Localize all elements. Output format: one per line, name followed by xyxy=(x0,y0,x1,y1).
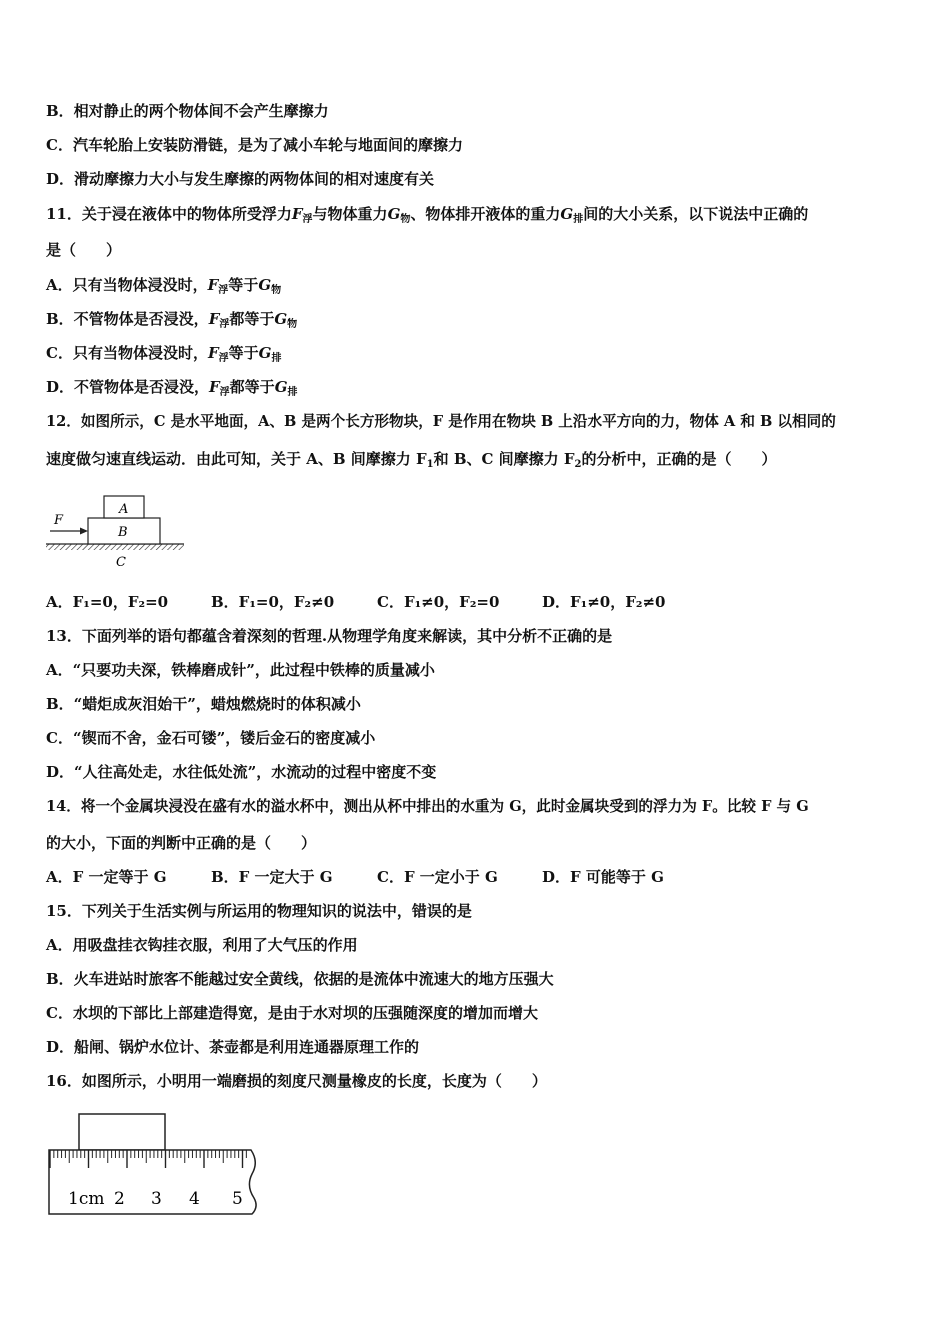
q14-option-c: C．F 一定小于 G xyxy=(377,868,498,886)
q11a-text: A．只有当物体浸没时， xyxy=(46,276,208,294)
q11b-text: B．不管物体是否浸没， xyxy=(46,310,209,328)
q11d-text: D．不管物体是否浸没， xyxy=(46,378,210,396)
label-f: F xyxy=(54,513,64,528)
q10-option-c: C．汽车轮胎上安装防滑链，是为了减小车轮与地面间的摩擦力 xyxy=(46,136,463,154)
sub-float: 浮 xyxy=(219,387,230,398)
q11a-mid: 等于 xyxy=(228,276,259,294)
symbol-g: G xyxy=(560,205,574,223)
q13-option-a: A．“只要功夫深，铁棒磨成针”，此过程中铁棒的质量减小 xyxy=(46,661,435,679)
q11-stem-line2: 是（ ） xyxy=(46,241,122,259)
q10-option-d: D．滑动摩擦力大小与发生摩擦的两物体间的相对速度有关 xyxy=(46,170,435,188)
q12-stem-text-c: 的分析中，正确的是（ ） xyxy=(581,450,777,468)
symbol-f: F xyxy=(208,310,220,328)
q13-option-d: D．“人往高处走，水往低处流”，水流动的过程中密度不变 xyxy=(46,763,437,781)
q14-options xyxy=(46,867,906,887)
q11b-mid: 都等于 xyxy=(229,310,275,328)
arrow-head-icon xyxy=(80,528,88,535)
symbol-g: G xyxy=(274,378,288,396)
sub-float: 浮 xyxy=(302,214,313,225)
q12-option-a: A．F₁=0，F₂=0 xyxy=(46,593,169,611)
q16-ruler-figure xyxy=(46,1110,266,1220)
q12-option-b: B．F₁=0，F₂≠0 xyxy=(211,593,335,611)
q14-stem-line2: 的大小，下面的判断中正确的是（ ） xyxy=(46,834,317,852)
q11-stem-text-4: 间的大小关系，以下说法中正确的 xyxy=(583,205,809,223)
q12-stem-text-a: 速度做匀速直线运动．由此可知，关于 A、B 间摩擦力 F xyxy=(46,450,427,468)
eraser xyxy=(79,1114,165,1150)
q12-stem-line1: 12．如图所示，C 是水平地面，A、B 是两个长方形物块，F 是作用在物块 B 上沿水平方向的力，物体 A 和 B 以相同的 xyxy=(46,413,836,430)
symbol-g: G xyxy=(258,276,272,294)
q12-stem-line2 xyxy=(46,449,906,475)
tick-label-5: 5 xyxy=(232,1189,243,1209)
q11-stem-text-1: 11．关于浸在液体中的物体所受浮力 xyxy=(46,205,292,223)
sub-float: 浮 xyxy=(218,353,229,364)
q14-stem-line1: 14．将一个金属块浸没在盛有水的溢水杯中，测出从杯中排出的水重为 G，此时金属块受到的浮力为 F。比较 F 与 G xyxy=(46,798,809,815)
symbol-f: F xyxy=(207,276,219,294)
symbol-g: G xyxy=(387,205,401,223)
tick-label-1cm: 1cm xyxy=(68,1189,105,1209)
q11c-text: C．只有当物体浸没时， xyxy=(46,344,208,362)
symbol-f: F xyxy=(291,205,303,223)
q11-option-d xyxy=(46,377,906,403)
symbol-f: F xyxy=(209,378,220,396)
q12-option-d: D．F₁≠0，F₂≠0 xyxy=(542,593,666,611)
q11-option-b xyxy=(46,309,906,335)
q11-option-a xyxy=(46,275,906,301)
sub-obj: 物 xyxy=(271,285,282,296)
label-b: B xyxy=(118,525,128,540)
q11-stem-text-3: 、物体排开液体的重力 xyxy=(410,205,561,223)
sub-1: 1 xyxy=(426,459,434,470)
q11c-mid: 等于 xyxy=(228,344,259,362)
sub-obj: 物 xyxy=(400,214,411,225)
symbol-g: G xyxy=(258,344,272,362)
q15-option-d: D．船闸、锅炉水位计、茶壶都是利用连通器原理工作的 xyxy=(46,1038,420,1056)
q12-options xyxy=(46,592,906,612)
sub-disp: 排 xyxy=(573,214,584,225)
q16-stem: 16．如图所示，小明用一端磨损的刻度尺测量橡皮的长度，长度为（ ） xyxy=(46,1072,547,1090)
q12-option-c: C．F₁≠0，F₂=0 xyxy=(377,593,500,611)
q12-stem-text-b: 和 B、C 间摩擦力 F xyxy=(433,450,575,468)
q12-figure xyxy=(46,490,188,570)
q15-option-b: B．火车进站时旅客不能越过安全黄线，依据的是流体中流速大的地方压强大 xyxy=(46,970,554,988)
q15-option-a: A．用吸盘挂衣钩挂衣服，利用了大气压的作用 xyxy=(46,936,358,954)
sub-2: 2 xyxy=(574,459,582,470)
sub-obj: 物 xyxy=(287,319,298,330)
sub-float: 浮 xyxy=(219,319,230,330)
sub-float: 浮 xyxy=(218,285,229,296)
q14-option-a: A．F 一定等于 G xyxy=(46,868,167,886)
label-a: A xyxy=(119,502,129,517)
q15-option-c: C．水坝的下部比上部建造得宽，是由于水对坝的压强随深度的增加而增大 xyxy=(46,1004,538,1022)
tick-label-3: 3 xyxy=(151,1189,162,1209)
q11-stem-line1 xyxy=(46,204,906,230)
q14-option-d: D．F 可能等于 G xyxy=(542,868,664,886)
q11-stem-text-2: 与物体重力 xyxy=(312,205,388,223)
q13-stem: 13．下面列举的语句都蕴含着深刻的哲理.从物理学角度来解读，其中分析不正确的是 xyxy=(46,627,613,645)
q13-option-c: C．“锲而不舍，金石可镂”，镂后金石的密度减小 xyxy=(46,729,376,747)
symbol-g: G xyxy=(274,310,288,328)
sub-disp: 排 xyxy=(287,387,298,398)
sub-disp: 排 xyxy=(271,353,282,364)
q15-stem: 15．下列关于生活实例与所运用的物理知识的说法中，错误的是 xyxy=(46,902,472,920)
tick-label-4: 4 xyxy=(189,1189,200,1209)
ground-hatch xyxy=(46,544,184,550)
q13-option-b: B．“蜡炬成灰泪始干”，蜡烛燃烧时的体积减小 xyxy=(46,695,361,713)
q11-option-c xyxy=(46,343,906,369)
tick-label-2: 2 xyxy=(114,1189,125,1209)
q14-option-b: B．F 一定大于 G xyxy=(211,868,333,886)
q10-option-b: B．相对静止的两个物体间不会产生摩擦力 xyxy=(46,102,329,120)
q11d-mid: 都等于 xyxy=(229,378,275,396)
symbol-f: F xyxy=(207,344,219,362)
label-c: C xyxy=(116,555,126,570)
